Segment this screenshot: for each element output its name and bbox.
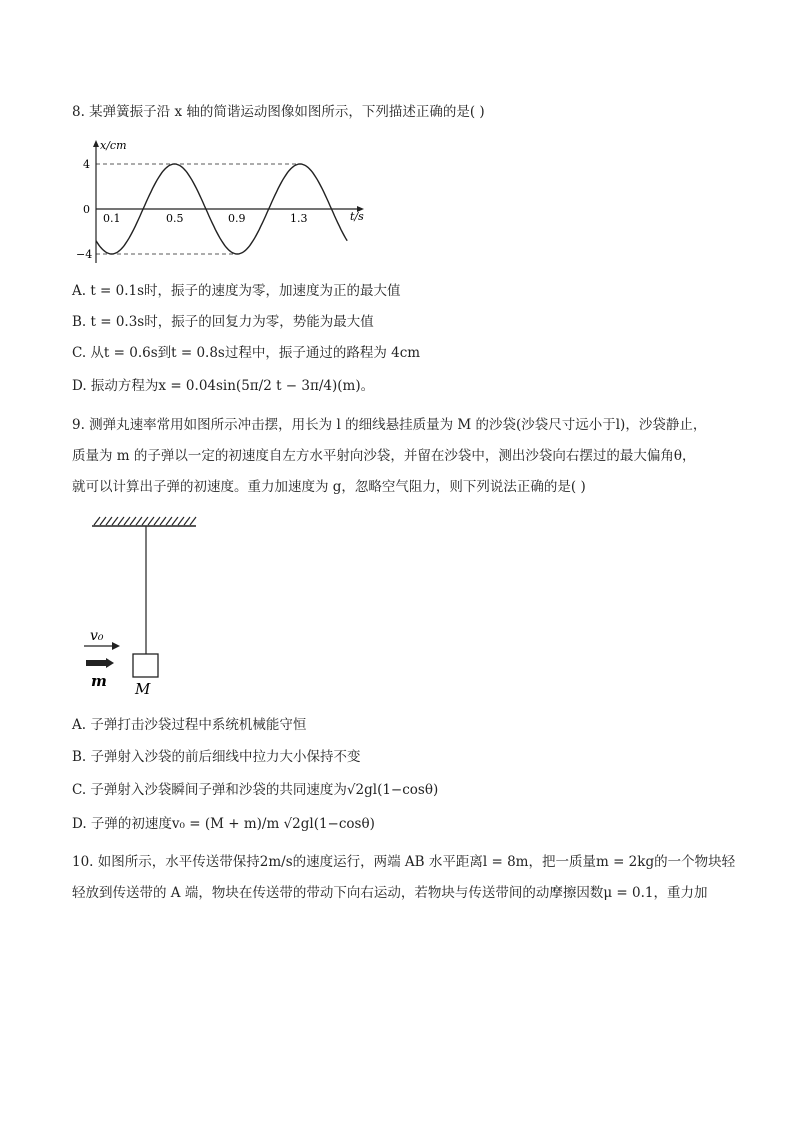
q9-option-a: A. 子弹打击沙袋过程中系统机械能守恒 <box>72 717 307 733</box>
q8-shm-graph <box>70 138 370 268</box>
y-tick-0: 0 <box>83 203 90 216</box>
ceiling-hatch <box>94 517 196 525</box>
sandbag-label: M <box>135 680 151 697</box>
x-tick-0.9: 0.9 <box>228 212 246 225</box>
q9-option-b: B. 子弹射入沙袋的前后细线中拉力大小保持不变 <box>72 749 361 765</box>
x-axis-label: t/s <box>350 210 364 223</box>
q9-option-c: C. 子弹射入沙袋瞬间子弹和沙袋的共同速度为√2gl(1−cosθ) <box>72 782 439 798</box>
q10-stem-line-2: 轻放到传送带的 A 端，物块在传送带的带动下向右运动，若物块与传送带间的动摩擦因数μ = 0.1，重力加 <box>72 885 708 901</box>
x-tick-1.3: 1.3 <box>290 212 308 225</box>
bullet-body <box>86 660 106 666</box>
velocity-label: v₀ <box>90 628 104 644</box>
y-tick-4: 4 <box>83 158 90 171</box>
bullet-label: m <box>91 672 107 690</box>
q9-option-d: D. 子弹的初速度v₀ = (M + m)/m √2gl(1−cosθ) <box>72 816 375 832</box>
q9-stem-line-3: 就可以计算出子弹的初速度。重力加速度为 g，忽略空气阻力，则下列说法正确的是( ) <box>72 479 586 495</box>
q8-stem: 8. 某弹簧振子沿 x 轴的简谐运动图像如图所示，下列描述正确的是( ) <box>72 104 485 120</box>
x-tick-0.1: 0.1 <box>103 212 121 225</box>
q8-option-b: B. t = 0.3s时，振子的回复力为零，势能为最大值 <box>72 314 374 330</box>
q8-option-a: A. t = 0.1s时，振子的速度为零，加速度为正的最大值 <box>72 283 401 299</box>
q9-stem-line-1: 9. 测弹丸速率常用如图所示冲击摆，用长为 l 的细线悬挂质量为 M 的沙袋(沙袋尺寸远小于l)，沙袋静止， <box>72 417 707 433</box>
sandbag-block <box>133 654 158 677</box>
y-tick-neg4: −4 <box>76 248 93 261</box>
q9-ballistic-pendulum-figure <box>80 512 220 697</box>
y-axis-label: x/cm <box>100 139 127 152</box>
velocity-arrow-head <box>112 642 120 650</box>
y-axis-arrow <box>93 140 99 147</box>
q9-stem-line-2: 质量为 m 的子弹以一定的初速度自左方水平射向沙袋，并留在沙袋中，测出沙袋向右摆过的最大偏角θ， <box>72 448 696 464</box>
q8-option-d: D. 振动方程为x = 0.04sin(5π/2 t − 3π/4)(m)。 <box>72 378 375 394</box>
q10-stem-line-1: 10. 如图所示，水平传送带保持2m/s的速度运行，两端 AB 水平距离l = 8m，把一质量m = 2kg的一个物块轻 <box>72 854 736 870</box>
x-tick-0.5: 0.5 <box>166 212 184 225</box>
bullet-tip <box>106 658 114 668</box>
q8-option-c: C. 从t = 0.6s到t = 0.8s过程中，振子通过的路程为 4cm <box>72 345 421 361</box>
